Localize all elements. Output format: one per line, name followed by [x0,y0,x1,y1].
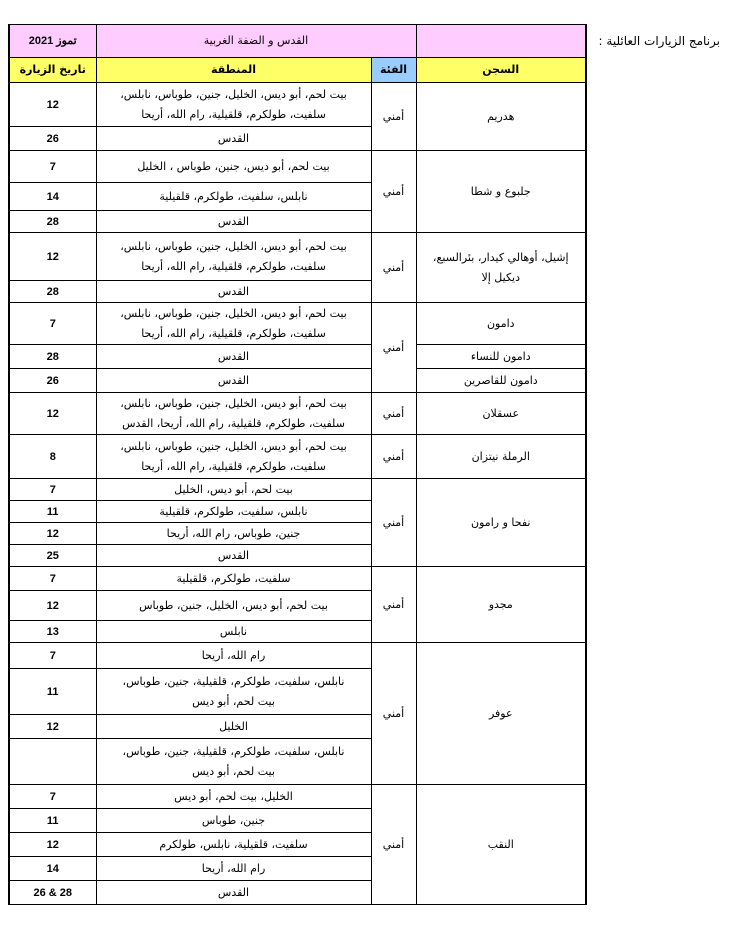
visit-date [9,739,96,785]
prison-line: النقب [487,837,514,851]
region-line: بيت لحم، أبو ديس، الخليل، جنين، طوباس، نابلس، [120,439,347,453]
prison-line: دامون للقاصرين [463,373,538,387]
visit-date: 11 [9,809,96,833]
visit-date: 11 [9,669,96,715]
prison-line: عوفر [488,706,513,720]
prison-name [416,393,586,435]
region-line: سلفيت، طولكرم، قلقيلية، رام الله، أريحا [141,259,326,273]
prison-name [416,785,586,905]
region-line: القدس [217,548,250,562]
visit-date: 7 [9,785,96,809]
prison-name [416,83,586,151]
prison-name [416,479,586,567]
visit-region [96,669,371,715]
region-line: بيت لحم، أبو ديس، جنين، طوباس ، الخليل [137,159,330,173]
table-row [9,83,586,127]
prison-line: نفحا و رامون [471,515,531,529]
visit-region [96,127,371,151]
visit-date: 12 [9,83,96,127]
visit-region [96,857,371,881]
region-line: بيت لحم، أبو ديس [192,764,275,778]
region-line: جنين، طوباس [201,813,266,827]
visit-region [96,281,371,303]
visit-category: أمني [371,83,416,151]
region-line: نابلس [219,624,248,638]
region-line: بيت لحم، أبو ديس، الخليل، جنين، طوباس، نابلس، [120,87,347,101]
visit-date: 12 [9,833,96,857]
table-row [9,393,586,435]
visit-date: 12 [9,523,96,545]
prison-line: إشيل، أوهالي كيدار، بئرالسبع، [432,250,569,264]
visit-date: 7 [9,151,96,183]
region-line: القدس [217,214,250,228]
region-line: القدس [217,131,250,145]
visit-region [96,591,371,621]
header-row-columns [9,58,586,83]
region-line: بيت لحم، أبو ديس، الخليل، جنين، طوباس، نابلس، [120,239,347,253]
visit-date: 12 [9,393,96,435]
visit-category: أمني [371,785,416,905]
visit-date: 25 [9,545,96,567]
prison-line: دامون [486,316,515,330]
prison-line: دامون للنساء [470,349,531,363]
header-area: القدس و الضفة الغربية [96,25,416,58]
visit-region [96,643,371,669]
visit-date: 14 [9,857,96,881]
table-row [9,345,586,369]
region-line: بيت لحم، أبو ديس، الخليل، جنين، طوباس، نابلس، [120,396,347,410]
region-line: نابلس، سلفيت، طولكرم، قلقيلية، جنين، طوباس، [122,744,345,758]
region-line: بيت لحم، أبو ديس، الخليل [174,482,293,496]
table-row [9,435,586,479]
prison-line: عسقلان [482,406,520,420]
visit-region [96,211,371,233]
visit-region [96,881,371,905]
visit-region [96,785,371,809]
visit-date: 8 [9,435,96,479]
visit-date: 11 [9,501,96,523]
region-line: رام الله، أريحا [201,648,266,662]
prison-line: مجدو [488,597,513,611]
visit-category: أمني [371,643,416,785]
region-line: نابلس، سلفيت، طولكرم، قلقيلية [159,504,308,518]
prison-line: الرملة نيتزان [471,449,530,463]
visit-region [96,809,371,833]
visit-region [96,715,371,739]
region-line: القدس [217,885,250,899]
visit-region [96,83,371,127]
region-line: سلفيت، طولكرم، قلقيلية، رام الله، أريحا [141,326,326,340]
region-line: القدس [217,349,250,363]
visit-region [96,479,371,501]
visit-region [96,435,371,479]
table-row [9,643,586,669]
table-row [9,567,586,591]
visit-category: أمني [371,435,416,479]
prison-line: هدريم [487,109,515,123]
region-line: بيت لحم، أبو ديس، الخليل، جنين، طوباس، نابلس، [120,306,347,320]
region-line: سلفيت، طولكرم، قلقيلية، رام الله، أريحا [141,459,326,473]
visit-category: أمني [371,151,416,233]
visit-date: 7 [9,643,96,669]
table-row [9,369,586,393]
visit-date: 14 [9,183,96,211]
prison-name [416,151,586,233]
prison-line: ديكيل إلا [481,270,520,284]
table-row [9,479,586,501]
region-line: القدس [217,373,250,387]
visit-region [96,183,371,211]
visit-date: 28 [9,345,96,369]
prison-name [416,369,586,393]
region-line: جنين، طوباس، رام الله، أريحا [166,526,301,540]
visit-date: 13 [9,621,96,643]
prison-name [416,233,586,303]
visit-region [96,369,371,393]
page-title: برنامج الزيارات العائلية : [598,34,720,48]
table-row [9,303,586,345]
prison-line: جلبوع و شطا [470,184,531,198]
header-col-region: المنطقة [96,58,371,83]
visit-region [96,501,371,523]
header-col-date: تاريخ الزيارة [9,58,96,83]
visit-date: 26 [9,369,96,393]
visit-date: 12 [9,591,96,621]
prison-name [416,643,586,785]
visit-category: أمني [371,567,416,643]
visit-date: 7 [9,567,96,591]
visit-date: 7 [9,479,96,501]
visit-region [96,303,371,345]
region-line: نابلس، سلفيت، طولكرم، قلقيلية [159,189,308,203]
visit-region [96,523,371,545]
visit-region [96,621,371,643]
visit-region [96,739,371,785]
visit-region [96,151,371,183]
table-row [9,233,586,281]
region-line: الخليل [219,719,248,733]
header-program-spacer [416,25,586,58]
visit-category: أمني [371,233,416,303]
prison-name [416,435,586,479]
region-line: رام الله، أريحا [201,861,266,875]
visit-region [96,545,371,567]
visit-category: أمني [371,303,416,393]
prison-name [416,567,586,643]
region-line: القدس [217,284,250,298]
prison-name [416,345,586,369]
table-row [9,785,586,809]
visit-category: أمني [371,479,416,567]
visit-region [96,233,371,281]
region-line: سلفيت، طولكرم، قلقيلية [176,571,291,585]
region-line: سلفيت، قلقيلية، نابلس، طولكرم [159,837,308,851]
header-month: تموز 2021 [9,25,96,58]
region-line: بيت لحم، أبو ديس، الخليل، جنين، طوباس [139,598,328,612]
visit-date: 7 [9,303,96,345]
header-col-prison: السجن [416,58,586,83]
region-line: سلفيت، طولكرم، قلقيلية، رام الله، أريحا [141,107,326,121]
visit-date: 26 [9,127,96,151]
table-row [9,151,586,183]
visit-region [96,567,371,591]
visits-table [8,24,587,905]
visit-category: أمني [371,393,416,435]
region-line: الخليل، بيت لحم، أبو ديس [174,789,293,803]
visit-region [96,833,371,857]
visit-region [96,393,371,435]
header-col-category: الفئة [371,58,416,83]
region-line: سلفيت، طولكرم، قلقيلية، رام الله، أريحا، القدس [122,416,345,430]
visit-date: 12 [9,715,96,739]
prison-name [416,303,586,345]
region-line: بيت لحم، أبو ديس [192,694,275,708]
visit-date: 26 & 28 [9,881,96,905]
visit-region [96,345,371,369]
visit-date: 12 [9,233,96,281]
region-line: نابلس، سلفيت، طولكرم، قلقيلية، جنين، طوباس، [122,674,345,688]
visit-date: 28 [9,281,96,303]
visit-date: 28 [9,211,96,233]
header-row-title [9,25,586,58]
